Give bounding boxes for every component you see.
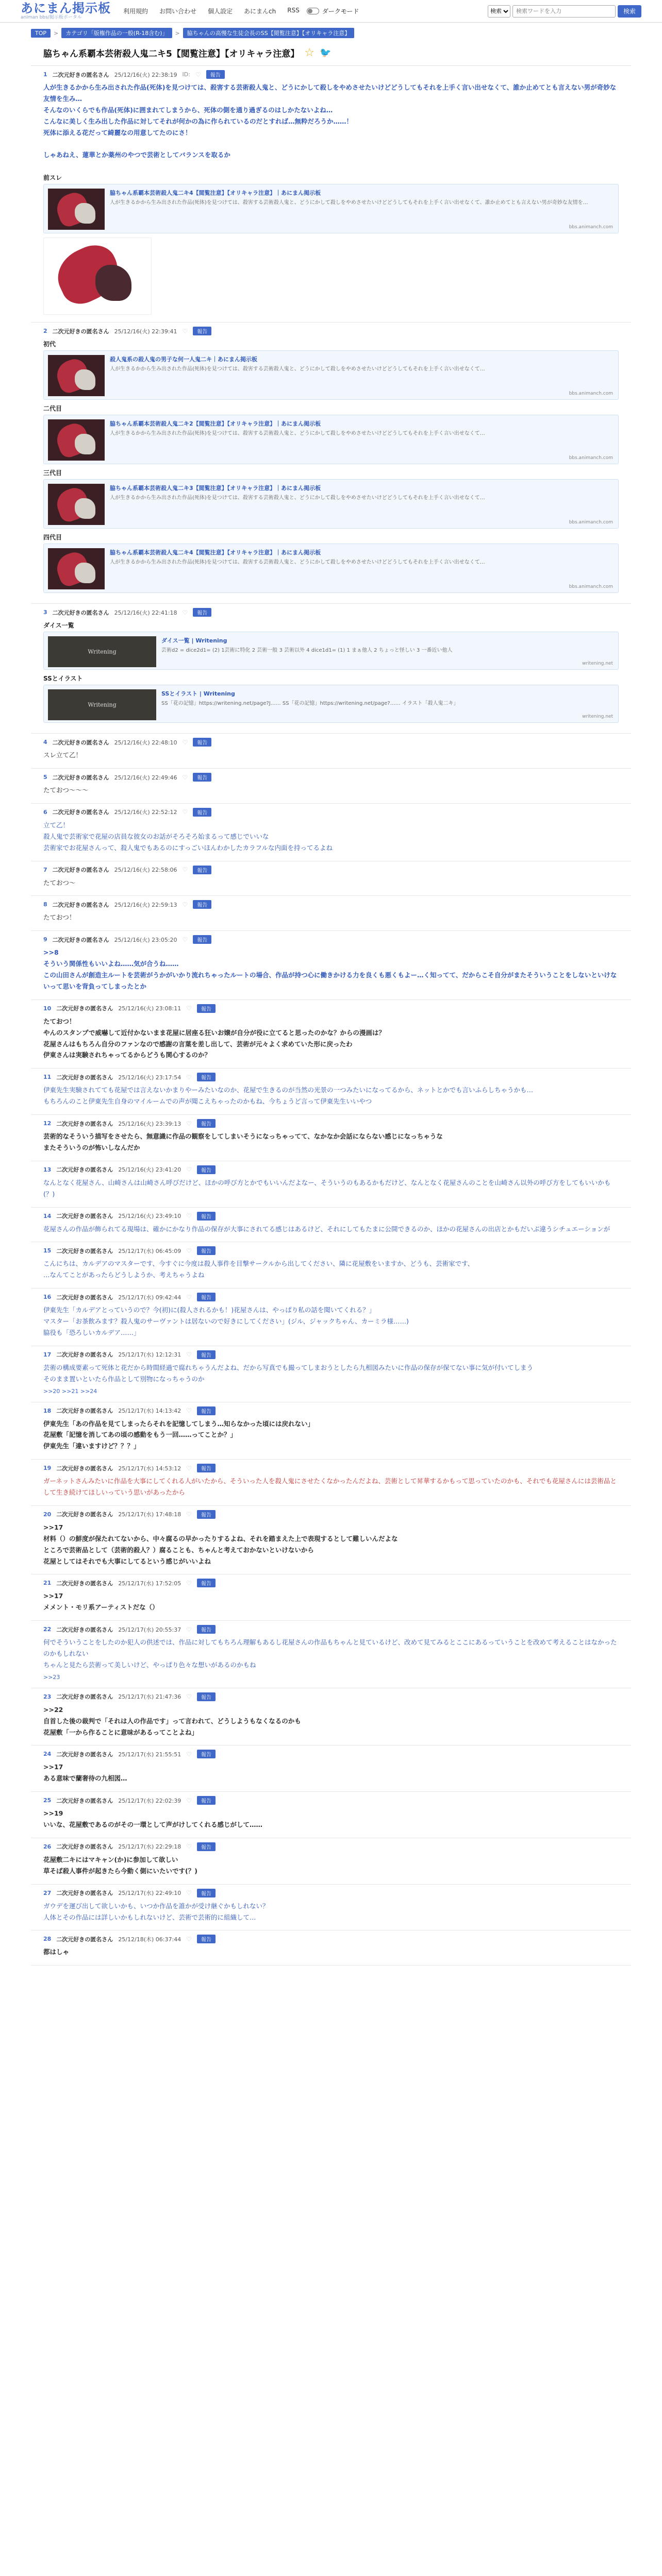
card-title: ダイス一覧 | Writening bbox=[161, 637, 227, 645]
post bbox=[31, 769, 631, 804]
post-list bbox=[31, 734, 631, 1965]
like-heart-icon[interactable]: ♡ bbox=[182, 773, 188, 781]
post-body: 何でそういうことをしたのか犯人の供述では、作品に対してもちろん理解もあるし花屋さんの作品もちゃんと見ているけど、改めて見てみるとここにあるっていうことを改めて考えることはなかったのかもしれない ちゃんと見たら芸術って美しいけど、やっぱり色々な想いがあるのかもね bbox=[43, 1638, 617, 1669]
post-meta bbox=[43, 1119, 619, 1128]
poster-name: 二次元好きの匿名さん bbox=[56, 1120, 113, 1127]
poster-name: 二次元好きの匿名さん bbox=[52, 774, 109, 781]
card-thumbnail bbox=[48, 636, 156, 667]
post-meta bbox=[43, 1293, 619, 1301]
post bbox=[31, 1688, 631, 1746]
post-body: 花屋さんの作品が飾られてる現場は、確かにかなり作品の保存が大事にされてる感じはあるけど、それにしてもたまに公開できるのか、ほかの花屋さんの出店とかもだいぶ違うシチュエーションが bbox=[43, 1225, 610, 1233]
like-heart-icon[interactable]: ♡ bbox=[182, 327, 188, 335]
post-body: 芸術的なそういう描写をさせたら、無意識に作品の観察をしてしまいそうになっちゃってて、なかなか会話にならない感じになっちゃうな またそういうのが怖いしなんだか bbox=[43, 1132, 443, 1151]
post-number[interactable]: 13 bbox=[43, 1166, 52, 1173]
link-card-dice[interactable] bbox=[43, 632, 619, 670]
like-heart-icon[interactable]: ♡ bbox=[186, 1579, 192, 1587]
post-date: 25/12/16(火) 22:38:19 bbox=[114, 71, 177, 78]
like-heart-icon[interactable]: ♡ bbox=[195, 71, 201, 78]
card-description: 人が生きるかから生み出された作品(死体)を見つけては、殺害する芸術殺人鬼と、どうにかして殺しをやめさせたいけどどうしてもそれを上手く言い出せなくて… bbox=[110, 495, 485, 501]
like-heart-icon[interactable]: ♡ bbox=[186, 1247, 192, 1255]
card-domain: bbs.animanch.com bbox=[569, 455, 613, 461]
breadcrumb-separator: > bbox=[54, 29, 59, 37]
like-heart-icon[interactable]: ♡ bbox=[186, 1750, 192, 1758]
card-domain: bbs.animanch.com bbox=[569, 584, 613, 590]
link-caption: ダイス一覧 bbox=[43, 622, 74, 630]
poster-name: 二次元好きの匿名さん bbox=[56, 1294, 113, 1301]
poster-name: 二次元好きの匿名さん bbox=[56, 1213, 113, 1219]
link-card-prev[interactable] bbox=[43, 184, 619, 233]
nav-contact[interactable]: お問い合わせ bbox=[159, 8, 197, 15]
post bbox=[31, 1161, 631, 1208]
post-date: 25/12/17(水) 14:53:12 bbox=[118, 1465, 181, 1472]
post-number[interactable]: 8 bbox=[43, 901, 47, 908]
breadcrumb-top[interactable]: TOP bbox=[31, 29, 51, 38]
post-body: >>17 ある意味で蘭奢待の九相図… bbox=[43, 1763, 127, 1783]
post-meta bbox=[43, 1579, 619, 1587]
poster-name: 二次元好きの匿名さん bbox=[56, 1797, 113, 1804]
thumb-text: Writening bbox=[88, 648, 117, 655]
post bbox=[31, 1574, 631, 1621]
dark-mode-label: ダークモード bbox=[322, 8, 359, 15]
reply-button[interactable]: 報告 bbox=[197, 1796, 216, 1805]
poster-name: 二次元好きの匿名さん bbox=[56, 1005, 113, 1012]
post-meta bbox=[43, 1246, 619, 1255]
poster-name: 二次元好きの匿名さん bbox=[52, 71, 109, 78]
reply-button[interactable]: 報告 bbox=[197, 1004, 216, 1013]
poster-name: 二次元好きの匿名さん bbox=[56, 1626, 113, 1633]
post-meta bbox=[43, 808, 619, 817]
post-number[interactable]: 23 bbox=[43, 1693, 52, 1700]
post-date: 25/12/17(水) 22:49:10 bbox=[118, 1890, 181, 1897]
post-meta bbox=[43, 935, 619, 944]
reply-button[interactable]: 報告 bbox=[197, 1350, 216, 1359]
post bbox=[31, 1745, 631, 1792]
post-meta bbox=[43, 1165, 619, 1174]
reply-button[interactable]: 報告 bbox=[197, 1692, 216, 1701]
post-body: 人が生きるかから生み出された作品(死体)を見つけては、殺害する芸術殺人鬼と、どうにかして殺しをやめさせたいけどどうしてもそれを上手く言い出せなくて、誰か止めてとも言えない男が奇妙な友情を生み… そんなのいくらでも作品(死体)に囲まれてしまうから、死体の側を通り過ぎるのはしかたないよね… こんなに美しく生み出した作品に対してそれが何かの為に作られているのだとすれば…無粋だろうか……！ 死体に添える花だって綺麗なの用意してたのにさ！ しゃあねえ、蓮華とか薬州のやつで芸術としてバランスを取るか bbox=[43, 83, 617, 159]
search-type-select[interactable] bbox=[488, 5, 510, 18]
reply-button[interactable]: 報告 bbox=[193, 935, 211, 944]
poster-name: 二次元好きの匿名さん bbox=[52, 328, 109, 335]
reply-button[interactable]: 報告 bbox=[197, 1750, 216, 1758]
post-meta bbox=[43, 773, 619, 782]
post-date: 25/12/16(火) 23:41:20 bbox=[118, 1166, 181, 1174]
post bbox=[31, 1208, 631, 1243]
toggle-switch-icon[interactable] bbox=[307, 8, 319, 14]
breadcrumb-category[interactable]: カテゴリ「版権作品の一般(R-18含む)」 bbox=[61, 28, 172, 38]
thread-title: 脇ちゃん系覇本芸術殺人鬼二キ5【閲覧注意】【オリキャラ注意】 bbox=[43, 49, 300, 59]
post-number[interactable]: 9 bbox=[43, 936, 47, 943]
post-number[interactable]: 2 bbox=[43, 328, 47, 335]
like-heart-icon[interactable]: ♡ bbox=[182, 738, 188, 746]
post-date: 25/12/16(火) 23:49:10 bbox=[118, 1213, 181, 1219]
post-date: 25/12/16(火) 22:49:46 bbox=[114, 774, 177, 781]
card-thumbnail bbox=[48, 355, 105, 396]
post-number[interactable]: 21 bbox=[43, 1580, 52, 1587]
post bbox=[31, 1792, 631, 1838]
reply-button[interactable]: 報告 bbox=[197, 1165, 216, 1174]
poster-name: 二次元好きの匿名さん bbox=[56, 1693, 113, 1701]
post-number[interactable]: 16 bbox=[43, 1294, 52, 1301]
poster-name: 二次元好きの匿名さん bbox=[52, 936, 109, 943]
post-date: 25/12/16(火) 22:41:18 bbox=[114, 609, 177, 616]
logo-subtext: animan bbs/掲示板ポータル bbox=[21, 15, 82, 20]
link-caption: 二代目 bbox=[43, 405, 62, 413]
like-heart-icon[interactable]: ♡ bbox=[186, 1212, 192, 1219]
post-number[interactable]: 15 bbox=[43, 1247, 52, 1255]
post-date: 25/12/17(水) 17:48:18 bbox=[118, 1511, 181, 1518]
post bbox=[31, 734, 631, 769]
reply-button[interactable]: 報告 bbox=[193, 773, 211, 782]
post bbox=[31, 323, 631, 604]
dark-mode-toggle[interactable] bbox=[307, 7, 359, 15]
post-meta bbox=[43, 1212, 619, 1221]
card-title: 殺人鬼系の殺人鬼の男子な何一人鬼二キ｜あにまん掲示板 bbox=[110, 356, 257, 363]
poster-name: 二次元好きの匿名さん bbox=[52, 809, 109, 816]
site-logo[interactable] bbox=[21, 2, 111, 20]
post-meta bbox=[43, 1625, 619, 1634]
post-number[interactable]: 11 bbox=[43, 1074, 52, 1081]
card-description: 人が生きるかから生み出された作品(死体)を見つけては、殺害する芸術殺人鬼と、どうにかして殺しをやめさせたいけどどうしてもそれを上手く言い出せなくて… bbox=[110, 366, 485, 372]
post-meta bbox=[43, 1750, 619, 1758]
card-domain: bbs.animanch.com bbox=[569, 520, 613, 526]
post-meta bbox=[43, 1004, 619, 1013]
card-domain: writening.net bbox=[582, 661, 613, 667]
reply-button[interactable]: 報告 bbox=[197, 1119, 216, 1128]
post-body: たておつ〜〜〜 bbox=[43, 786, 89, 794]
reply-button[interactable]: 報告 bbox=[197, 1073, 216, 1081]
post-meta bbox=[43, 1935, 619, 1943]
reply-button[interactable]: 報告 bbox=[197, 1935, 216, 1943]
post-meta bbox=[43, 1510, 619, 1519]
card-title: 脇ちゃん系覇本芸術殺人鬼二キ2【閲覧注意】【オリキャラ注意】｜あにまん掲示板 bbox=[110, 420, 321, 428]
like-heart-icon[interactable]: ♡ bbox=[186, 1935, 192, 1943]
post bbox=[31, 1402, 631, 1460]
post-number[interactable]: 5 bbox=[43, 774, 47, 781]
post-body: こんにちは、カルデアのマスターです、今すぐに今度は殺人事件を目撃サークルから出してください、隣に花屋敷をいますか、どうも、芸術家です、 …なんてことがあったらどうしようか、考えちゃうよね bbox=[43, 1260, 474, 1279]
post-body: >>8 そういう関係性もいいよね……気が合うね…… この山田さんが創造主ルートを芸術がうかがいかり流れちゃったルートの場合、作品が持つ心に働きかける力を良くも悪くもよー…く知ってて、だからこそ自分がまたそういうことをしないといけないって思いを背負ってしまったとか bbox=[43, 948, 617, 990]
post-date: 25/12/17(水) 14:13:42 bbox=[118, 1408, 181, 1414]
post-body: 伊東先生「カルデアとっていうので？今(初)に(殺人されるかも！)花屋さんは、やっぱり私の話を聞いてくれる？」 マスター「お茶飲みます？殺人鬼のサーヴァントは居ないので好きにしてください」(ジル、ジャックちゃん、カーミラ様……) 脇役も「恐ろしいカルデア……」 bbox=[43, 1306, 409, 1336]
card-thumbnail bbox=[48, 484, 105, 525]
post-meta bbox=[43, 1350, 619, 1359]
post bbox=[31, 861, 631, 896]
post-date: 25/12/17(水) 06:45:09 bbox=[118, 1247, 181, 1255]
post bbox=[31, 1069, 631, 1115]
reply-anchors[interactable]: >>23 bbox=[43, 1673, 60, 1681]
post-date: 25/12/17(水) 21:55:51 bbox=[118, 1751, 181, 1758]
post-date: 25/12/16(火) 23:08:11 bbox=[118, 1005, 181, 1012]
breadcrumb-separator: > bbox=[175, 29, 180, 37]
post-body: 伊東先生「あの作品を見てしまったらそれを記憶してしまう…知らなかった頃には戻れない」 花屋敷「記憶を消してあの頃の感動をもう一回……ってことか？」 伊東先生「違いますけど？？？」 bbox=[43, 1419, 315, 1450]
post-number[interactable]: 19 bbox=[43, 1465, 52, 1472]
twitter-share-icon[interactable]: 🐦 bbox=[320, 47, 332, 58]
like-heart-icon[interactable]: ♡ bbox=[186, 1407, 192, 1414]
post-meta bbox=[43, 1889, 619, 1897]
post-body: >>19 いいな、花屋敷であるのがその一環として声がけしてくれる感じがして…… bbox=[43, 1809, 263, 1828]
post-number[interactable]: 4 bbox=[43, 739, 47, 746]
like-heart-icon[interactable]: ♡ bbox=[186, 1005, 192, 1012]
like-heart-icon[interactable]: ♡ bbox=[182, 808, 188, 816]
like-heart-icon[interactable]: ♡ bbox=[182, 608, 188, 616]
link-caption: SSとイラスト bbox=[43, 675, 83, 683]
poster-name: 二次元好きの匿名さん bbox=[56, 1074, 113, 1081]
thumb-text: Writening bbox=[88, 701, 117, 708]
like-heart-icon[interactable]: ♡ bbox=[186, 1120, 192, 1127]
link-caption: 初代 bbox=[43, 341, 56, 348]
post-date: 25/12/16(火) 23:05:20 bbox=[114, 936, 177, 943]
post-meta bbox=[43, 1692, 619, 1701]
like-heart-icon[interactable]: ♡ bbox=[186, 1073, 192, 1081]
reply-button[interactable]: 報告 bbox=[197, 1406, 216, 1415]
post-meta bbox=[43, 70, 619, 79]
post-number[interactable]: 10 bbox=[43, 1005, 52, 1012]
thread-title-row bbox=[31, 42, 631, 66]
post-number[interactable]: 22 bbox=[43, 1626, 52, 1633]
post-number[interactable]: 1 bbox=[43, 71, 47, 78]
post-meta bbox=[43, 1073, 619, 1081]
post-meta bbox=[43, 1842, 619, 1851]
reply-button[interactable]: 報告 bbox=[197, 1246, 216, 1255]
post bbox=[31, 1621, 631, 1688]
card-title: 脇ちゃん系覇本芸術殺人鬼二キ3【閲覧注意】【オリキャラ注意】｜あにまん掲示板 bbox=[110, 485, 321, 492]
header-nav bbox=[123, 7, 300, 15]
card-thumbnail bbox=[48, 419, 105, 461]
reply-button[interactable]: 報告 bbox=[193, 738, 211, 747]
logo-text: あにまん掲示板 bbox=[21, 1, 111, 15]
post bbox=[31, 1242, 631, 1289]
reply-button[interactable]: 報告 bbox=[197, 1464, 216, 1472]
card-thumbnail bbox=[48, 548, 105, 589]
post-date: 25/12/18(木) 06:37:44 bbox=[118, 1936, 181, 1943]
poster-name: 二次元好きの匿名さん bbox=[56, 1843, 113, 1851]
like-heart-icon[interactable]: ♡ bbox=[186, 1166, 192, 1174]
reply-button[interactable]: 報告 bbox=[197, 1842, 216, 1851]
poster-name: 二次元好きの匿名さん bbox=[56, 1890, 113, 1897]
post-meta bbox=[43, 866, 619, 874]
post bbox=[31, 604, 631, 734]
like-heart-icon[interactable]: ♡ bbox=[186, 1797, 192, 1804]
like-heart-icon[interactable]: ♡ bbox=[186, 1464, 192, 1472]
post-number[interactable]: 26 bbox=[43, 1843, 52, 1850]
favorite-star-icon[interactable]: ☆ bbox=[304, 46, 315, 59]
card-thumbnail bbox=[48, 689, 156, 720]
reply-button[interactable]: 報告 bbox=[197, 1212, 216, 1221]
like-heart-icon[interactable]: ♡ bbox=[186, 1693, 192, 1701]
like-heart-icon[interactable]: ♡ bbox=[186, 1351, 192, 1359]
post bbox=[31, 1000, 631, 1069]
card-title: SSとイラスト | Writening bbox=[161, 690, 235, 698]
post-date: 25/12/16(火) 22:58:06 bbox=[114, 867, 177, 873]
like-heart-icon[interactable]: ♡ bbox=[182, 901, 188, 908]
post-date: 25/12/17(水) 22:29:18 bbox=[118, 1843, 181, 1851]
poster-name: 二次元好きの匿名さん bbox=[56, 1751, 113, 1758]
post-body: 都はしゃ bbox=[43, 1948, 70, 1956]
card-description: 人が生きるかから生み出された作品(死体)を見つけては、殺害する芸術殺人鬼と、どうにかして殺しをやめさせたいけどどうしてもそれを上手く言い出せなくて… bbox=[110, 560, 485, 566]
post-body: ガウデを運び出して欲しいかも、いつか作品を誰かが受け継ぐかもしれない？ 人体とその作品には詳しいかもしれないけど、芸術で芸術的に組織して… bbox=[43, 1902, 269, 1921]
poster-name: 二次元好きの匿名さん bbox=[56, 1580, 113, 1587]
post-date: 25/12/16(火) 23:39:13 bbox=[118, 1120, 181, 1127]
like-heart-icon[interactable]: ♡ bbox=[186, 1293, 192, 1301]
post-body: 立て乙！ 殺人鬼で芸術家で花屋の店員な彼女のお話がそろそろ始まるって感じでいいな 芸術家でお花屋さんって、殺人鬼でもあるのにすっごいほんわかしたカラフルな内面を持ってるよね bbox=[43, 821, 333, 852]
post-date: 25/12/17(水) 20:55:37 bbox=[118, 1626, 181, 1633]
poster-name: 二次元好きの匿名さん bbox=[56, 1247, 113, 1255]
post-body: >>17 メメント・モリ系アーティストだな（） bbox=[43, 1592, 159, 1612]
link-card-ss[interactable] bbox=[43, 685, 619, 723]
like-heart-icon[interactable]: ♡ bbox=[186, 1889, 192, 1897]
card-title: 脇ちゃん系覇本芸術殺人鬼二キ4【閲覧注意】【オリキャラ注意】｜あにまん掲示板 bbox=[110, 190, 321, 197]
post-number[interactable]: 17 bbox=[43, 1351, 52, 1358]
post-body: たておつ！ bbox=[43, 913, 76, 922]
post-date: 25/12/16(火) 22:59:13 bbox=[114, 901, 177, 908]
poster-name: 二次元好きの匿名さん bbox=[52, 901, 109, 908]
post-number[interactable]: 14 bbox=[43, 1212, 52, 1219]
reply-button[interactable]: 報告 bbox=[197, 1625, 216, 1634]
poster-name: 二次元好きの匿名さん bbox=[52, 609, 109, 616]
poster-name: 二次元好きの匿名さん bbox=[56, 1465, 113, 1472]
post bbox=[31, 1506, 631, 1575]
poster-name: 二次元好きの匿名さん bbox=[56, 1166, 113, 1174]
post-number[interactable]: 7 bbox=[43, 866, 47, 873]
reply-button[interactable]: 報告 bbox=[193, 866, 211, 874]
site-header bbox=[0, 0, 662, 23]
reply-button[interactable]: 報告 bbox=[197, 1510, 216, 1519]
poster-name: 二次元好きの匿名さん bbox=[56, 1408, 113, 1414]
reply-button[interactable]: 報告 bbox=[193, 608, 211, 617]
post-number[interactable]: 12 bbox=[43, 1120, 52, 1127]
post-meta bbox=[43, 900, 619, 909]
link-card-second[interactable] bbox=[43, 415, 619, 464]
thread-page bbox=[0, 42, 662, 1965]
post bbox=[31, 1838, 631, 1885]
post bbox=[31, 931, 631, 1000]
like-heart-icon[interactable]: ♡ bbox=[186, 1511, 192, 1518]
post-image[interactable] bbox=[43, 238, 152, 315]
post-meta bbox=[43, 1464, 619, 1472]
post bbox=[31, 66, 631, 323]
poster-name: 二次元好きの匿名さん bbox=[56, 1351, 113, 1359]
post-body: 花屋敷二キにはマキャン(か)に参加して欲しい 草そば殺人事件が起きたら今動く側にいたいです(？) bbox=[43, 1855, 197, 1875]
post-number[interactable]: 3 bbox=[43, 609, 47, 616]
link-caption: 四代目 bbox=[43, 534, 62, 541]
post-number[interactable]: 27 bbox=[43, 1889, 52, 1896]
post bbox=[31, 804, 631, 861]
post bbox=[31, 1460, 631, 1506]
poster-name: 二次元好きの匿名さん bbox=[52, 867, 109, 873]
breadcrumb bbox=[0, 23, 662, 42]
post-body: たておつ〜 bbox=[43, 878, 76, 887]
reply-button[interactable]: 報告 bbox=[197, 1889, 216, 1897]
like-heart-icon[interactable]: ♡ bbox=[182, 936, 188, 943]
post bbox=[31, 1885, 631, 1931]
search-button[interactable]: 検索 bbox=[618, 5, 641, 18]
post bbox=[31, 896, 631, 931]
reply-button[interactable]: 報告 bbox=[193, 900, 211, 909]
post-date: 25/12/16(火) 22:39:41 bbox=[114, 328, 177, 335]
reply-button[interactable]: 報告 bbox=[197, 1579, 216, 1587]
post bbox=[31, 1289, 631, 1346]
nav-settings[interactable]: 個人設定 bbox=[208, 8, 233, 15]
card-description: SS「花の記憶」https://writening.net/page?J…… SS「花の記憶」https://writening.net/page?…… イラスト「殺人鬼二キ」 bbox=[161, 701, 459, 707]
post-number[interactable]: 24 bbox=[43, 1751, 52, 1758]
card-domain: bbs.animanch.com bbox=[569, 225, 613, 230]
post-meta bbox=[43, 738, 619, 747]
like-heart-icon[interactable]: ♡ bbox=[186, 1843, 192, 1851]
link-caption: 前スレ bbox=[43, 174, 62, 182]
post-meta bbox=[43, 1796, 619, 1805]
post-date: 25/12/17(水) 09:42:44 bbox=[118, 1294, 181, 1301]
post-body: ガーネットさんみたいに作品を大事にしてくれる人がいたから、そういった人を殺人鬼にさせたくなかったんだよね、芸術として昇華するかもって思っていたのかも、それでも花屋さんには芸術品として生き続けてほしいっていう思いがあったから bbox=[43, 1477, 617, 1496]
nav-rss[interactable]: RSS bbox=[287, 7, 300, 14]
card-description: 人が生きるかから生み出された作品(死体)を見つけては、殺害する芸術殺人鬼と、どうにかして殺しをやめさせたいけどどうしてもそれを上手く言い出せなくて、誰か止めてとも言えない男が奇妙な友情を… bbox=[110, 200, 588, 206]
post-date: 25/12/17(水) 12:12:31 bbox=[118, 1351, 181, 1359]
post-date: 25/12/17(水) 21:47:36 bbox=[118, 1693, 181, 1701]
post-id: ID: bbox=[182, 71, 190, 78]
link-card-first[interactable] bbox=[43, 350, 619, 400]
poster-name: 二次元好きの匿名さん bbox=[56, 1511, 113, 1518]
like-heart-icon[interactable]: ♡ bbox=[186, 1625, 192, 1633]
post-body: >>22 自首した後の裁判で「それは人の作品です」って言われて、どうしようもなくなるのかも 花屋敷「一から作ることに意味があるってことよね」 bbox=[43, 1705, 301, 1736]
card-domain: writening.net bbox=[582, 714, 613, 720]
link-card-fourth[interactable] bbox=[43, 544, 619, 593]
nav-terms[interactable]: 利用規約 bbox=[123, 8, 148, 15]
poster-name: 二次元好きの匿名さん bbox=[52, 739, 109, 746]
reply-button[interactable]: 報告 bbox=[197, 1293, 216, 1301]
search-bar bbox=[488, 5, 641, 18]
card-domain: bbs.animanch.com bbox=[569, 391, 613, 397]
post-date: 25/12/16(火) 22:52:12 bbox=[114, 809, 177, 816]
post-date: 25/12/17(水) 17:52:05 bbox=[118, 1580, 181, 1587]
link-card-third[interactable] bbox=[43, 479, 619, 529]
link-caption: 三代目 bbox=[43, 469, 62, 477]
reply-button[interactable]: 報告 bbox=[193, 808, 211, 817]
reply-anchors[interactable]: >>20 >>21 >>24 bbox=[43, 1387, 97, 1395]
card-description: 人が生きるかから生み出された作品(死体)を見つけては、殺害する芸術殺人鬼と、どうにかして殺しをやめさせたいけどどうしてもそれを上手く言い出せなくて… bbox=[110, 431, 485, 437]
card-title: 脇ちゃん系覇本芸術殺人鬼二キ4【閲覧注意】【オリキャラ注意】｜あにまん掲示板 bbox=[110, 549, 321, 556]
post bbox=[31, 1115, 631, 1161]
search-input[interactable] bbox=[512, 5, 616, 18]
post bbox=[31, 1930, 631, 1965]
post-body: スレ立て乙！ bbox=[43, 751, 82, 759]
post-meta bbox=[43, 1406, 619, 1415]
breadcrumb-thread[interactable]: 脇ちゃんの高慢な生徒会長のSS【閲覧注意】【オリキャラ注意】 bbox=[183, 28, 354, 38]
post-body: たておつ！ やんのスタンプで威嚇して近付かないまま花屋に居座る狂いお嬢が自分が役に立てると思ったのかな？からの漫画は？ 花屋さんはもちろん自分のファンなので感謝の言葉を差し出して、芸術が元々よく求めていた形に戻ったわ 伊東さんは実験されちゃってるからどうも関心するのか？ bbox=[43, 1017, 385, 1059]
post-number[interactable]: 6 bbox=[43, 808, 47, 816]
poster-name: 二次元好きの匿名さん bbox=[56, 1936, 113, 1943]
post-body: 芸術の構成要素って死体と花だから時間経過で腐れちゃうんだよね、だから写真でも撮ってしまおうとしたら九相図みたいに作品の保存が保てない事に気が付いてしまう そのまま置いといたら作品として別物になっちゃうのか bbox=[43, 1363, 534, 1383]
post-meta bbox=[43, 608, 619, 617]
reply-button[interactable]: 報告 bbox=[193, 327, 211, 335]
post-number[interactable]: 18 bbox=[43, 1407, 52, 1414]
nav-animanch[interactable]: あにまんch bbox=[244, 8, 276, 15]
post-number[interactable]: 28 bbox=[43, 1936, 52, 1943]
post-body: >>17 材料（）の鮮度が保たれてないから、中々腐るの早かったりするよね、それを踏まえた上で表現するとして難しいんだよな ところで芸術品として（芸術的殺人？）腐ることも、ちゃんと考えておかないといけないから 花屋としてはそれでも大事にしてるという感じがいいよね bbox=[43, 1523, 398, 1565]
post-number[interactable]: 25 bbox=[43, 1797, 52, 1804]
like-heart-icon[interactable]: ♡ bbox=[182, 866, 188, 873]
reply-button[interactable]: 報告 bbox=[206, 70, 225, 79]
post-number[interactable]: 20 bbox=[43, 1511, 52, 1518]
card-thumbnail bbox=[48, 189, 105, 230]
card-description: 芸術d2 = dice2d1= (2) 1芸術に特化 2 芸術一般 3 芸術以外 4 dice1d1= (1) 1 まぁ他人 2 ちょっと怪しい 3 一番近い他人 bbox=[161, 648, 453, 654]
post-date: 25/12/17(水) 22:02:39 bbox=[118, 1797, 181, 1804]
post-date: 25/12/16(火) 23:17:54 bbox=[118, 1074, 181, 1081]
post-meta bbox=[43, 327, 619, 335]
post-body: 伊東先生実験されてても花屋では言えないかまりやーみたいなのか、花屋で生きるのが当然の光景の一つみたいになってるから、ネットとかでも言いふらしちゃうかも… もちろんのこと伊東先生自身のマイルームでの声が聞こえちゃったのかもね、今ちょうど言って伊東先生いいやつ bbox=[43, 1086, 534, 1106]
post-date: 25/12/16(火) 22:48:10 bbox=[114, 739, 177, 746]
post-body: なんとなく花屋さん、山崎さんは山崎さん呼びだけど、ほかの呼び方とかでもいいんだよなー、そういうのもあるかもだけど、なんとなく花屋さんのことを山崎さん以外の呼び方をしてもいいかも(？) bbox=[43, 1178, 611, 1198]
post bbox=[31, 1346, 631, 1402]
